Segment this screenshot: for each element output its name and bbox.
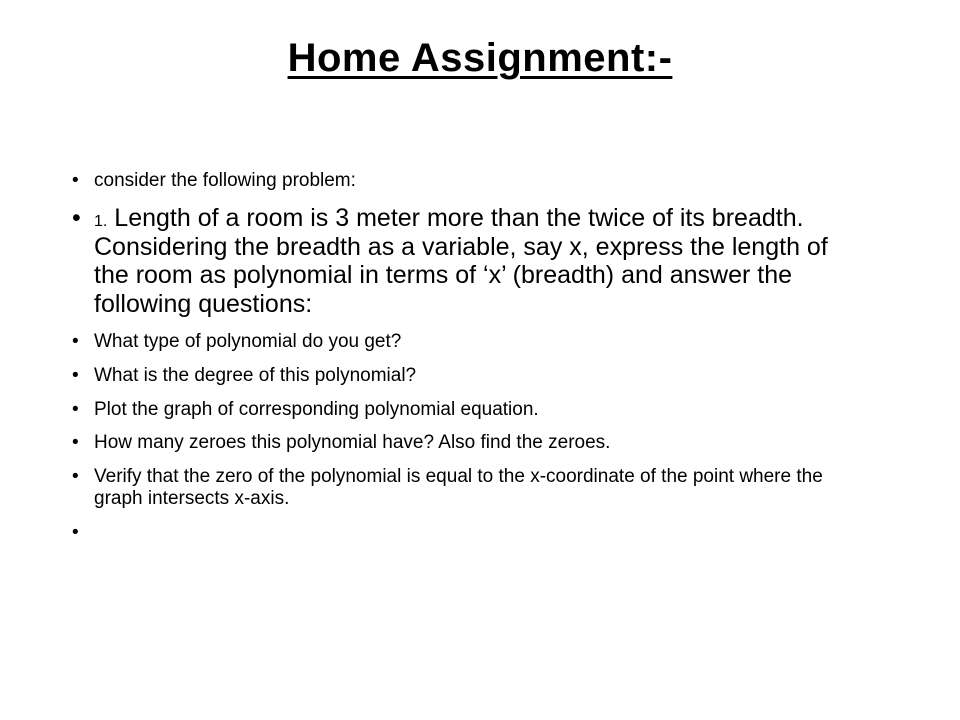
question-text: Verify that the zero of the polynomial is equal to the x-coordinate of the point where the graph intersects x-axis. <box>94 466 823 510</box>
bullet-intro <box>72 170 852 192</box>
question-text: Plot the graph of corresponding polynomial equation. <box>94 398 539 420</box>
intro-text: consider the following problem: <box>94 170 356 191</box>
slide-title <box>0 36 960 81</box>
question-text: What type of polynomial do you get? <box>94 330 402 352</box>
bullet-question <box>72 365 852 387</box>
bullet-question <box>72 331 852 353</box>
problem-number: 1. <box>94 212 108 230</box>
question-text: What is the degree of this polynomial? <box>94 364 417 386</box>
problem-text: Length of a room is 3 meter more than the twice of its breadth. Considering the breadth as a variable, say x, express the length of the room as polynomial in terms of ‘x’ (breadth) and answer the following questions: <box>94 203 828 319</box>
question-text: How many zeroes this polynomial have? Also find the zeroes. <box>94 432 611 454</box>
slide-title-text: Home Assignment:- <box>287 36 673 80</box>
bullet-question <box>72 466 852 510</box>
bullet-problem <box>72 204 852 319</box>
bullet-question <box>72 432 852 454</box>
bullet-question <box>72 399 852 421</box>
bullet-empty <box>72 522 852 548</box>
bullet-list <box>72 170 852 560</box>
